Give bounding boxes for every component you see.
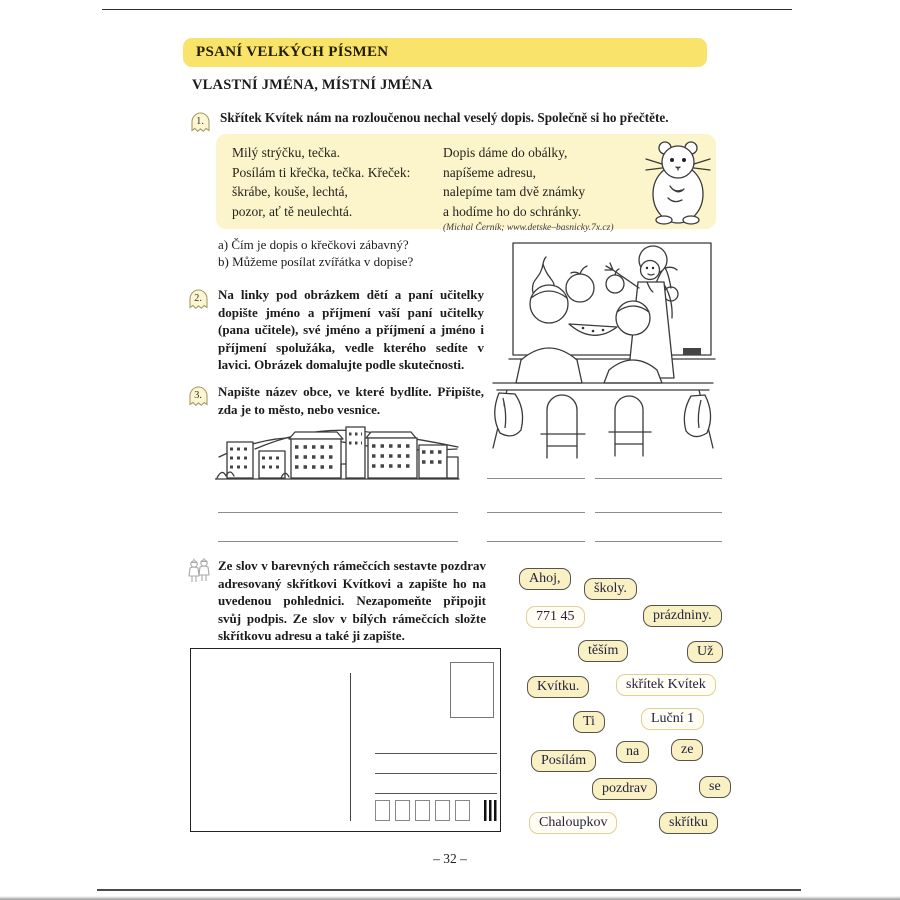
word-box: na xyxy=(616,741,649,763)
exercise-number: 2. xyxy=(194,293,202,304)
word-box: Posílám xyxy=(531,750,596,772)
writing-line xyxy=(218,512,458,513)
question-a: a) Čím je dopis o křečkovi zábavný? xyxy=(218,237,409,252)
poem-attribution: (Michal Černík; www.detske–basnicky.7x.cz) xyxy=(443,223,614,233)
exercise-1-marker xyxy=(189,110,213,137)
page-bottom-edge xyxy=(97,889,801,891)
word-box: Chaloupkov xyxy=(529,812,617,834)
writing-line xyxy=(487,512,585,513)
children-pair-icon xyxy=(186,558,212,584)
exercise-3-marker xyxy=(187,384,211,411)
exercise-3-instruction: Napište název obce, ve které bydlíte. Připište, zda je to město, nebo vesnice. xyxy=(218,384,484,417)
poem-line: škrábe, kouše, lechtá, xyxy=(232,184,348,199)
poem-right-column xyxy=(443,143,585,221)
postcard-address-line xyxy=(375,753,497,754)
scan-edge xyxy=(0,896,900,900)
writing-line xyxy=(218,541,458,542)
postcard-divider xyxy=(350,673,351,821)
postal-code-box xyxy=(415,800,430,821)
writing-line xyxy=(487,478,585,479)
poem-line: Milý strýčku, tečka. xyxy=(232,145,340,160)
word-box: Luční 1 xyxy=(641,708,704,730)
word-box: skřítku xyxy=(659,812,718,834)
poem-line: Posílám ti křečka, tečka. Křeček: xyxy=(232,164,411,180)
word-box: školy. xyxy=(584,578,637,600)
word-box: se xyxy=(699,776,731,798)
town-skyline xyxy=(215,421,460,489)
poem-line: napíšeme adresu, xyxy=(443,164,536,180)
postcard-barcode xyxy=(484,800,497,821)
postcard-address-line xyxy=(375,773,497,774)
postal-code-box xyxy=(375,800,390,821)
postal-code-box xyxy=(455,800,470,821)
classroom-scene xyxy=(487,238,719,463)
poem-line: a hodíme ho do schránky. xyxy=(443,203,582,219)
poem-left-column xyxy=(232,143,410,221)
poem-line: nalepíme tam dvě známky xyxy=(443,184,586,199)
exercise-number: 1. xyxy=(196,116,204,127)
word-box: 771 45 xyxy=(526,606,585,628)
exercise-2-marker xyxy=(187,287,211,314)
page-top-edge xyxy=(102,9,792,10)
postal-code-box xyxy=(395,800,410,821)
section-title: VLASTNÍ JMÉNA, MÍSTNÍ JMÉNA xyxy=(192,77,433,93)
word-box: těším xyxy=(578,640,628,662)
poem-box xyxy=(216,134,716,233)
writing-line xyxy=(487,541,585,542)
word-box: Ahoj, xyxy=(519,568,571,590)
word-box: skřítek Kvítek xyxy=(616,674,716,696)
poem-line: pozor, ať tě neulechtá. xyxy=(232,203,353,219)
writing-line xyxy=(595,512,722,513)
word-box: prázdniny. xyxy=(643,605,722,627)
hamster-illustration xyxy=(644,138,712,226)
postal-code-box xyxy=(435,800,450,821)
exercise-1-instruction: Skřítek Kvítek nám na rozloučenou nechal veselý dopis. Společně si ho přečtěte. xyxy=(220,110,669,125)
page-number: – 32 – xyxy=(433,851,467,866)
word-box: Kvítku. xyxy=(527,676,589,698)
postcard-address-line xyxy=(375,793,497,794)
postcard-stamp-box xyxy=(450,662,494,718)
poem-line: Dopis dáme do obálky, xyxy=(443,145,568,160)
word-box: ze xyxy=(671,739,703,761)
word-box: pozdrav xyxy=(592,778,657,800)
chapter-title: PSANÍ VELKÝCH PÍSMEN xyxy=(196,44,389,60)
postcard-outline xyxy=(190,648,501,832)
chapter-header-bar xyxy=(183,38,707,67)
exercise-2-instruction: Na linky pod obrázkem dětí a paní učitelky dopište jméno a příjmení vaší paní učitelky (pana učitele), své jméno a příjmení a jméno i příjmení spolužáka, vedle kterého sedíte v lavici. Obrázek domalujte podle skutečnosti. xyxy=(218,287,484,372)
exercise-number: 3. xyxy=(194,390,202,401)
word-box: Už xyxy=(687,641,723,663)
exercise-4-instruction: Ze slov v barevných rámečcích sestavte pozdrav adresovaný skřítkovi Kvítkovi a zapište ho na uvedenou pohlednici. Nezapomeňte připojit svůj podpis. Ze slov v bílých rámečcích složte skřítkovu adresu a také ji zapište. xyxy=(218,558,486,643)
word-box: Ti xyxy=(573,711,605,733)
exercise-1-questions xyxy=(218,236,413,270)
writing-line xyxy=(595,478,722,479)
writing-line xyxy=(595,541,722,542)
question-b: b) Můžeme posílat zvířátka v dopise? xyxy=(218,254,414,269)
